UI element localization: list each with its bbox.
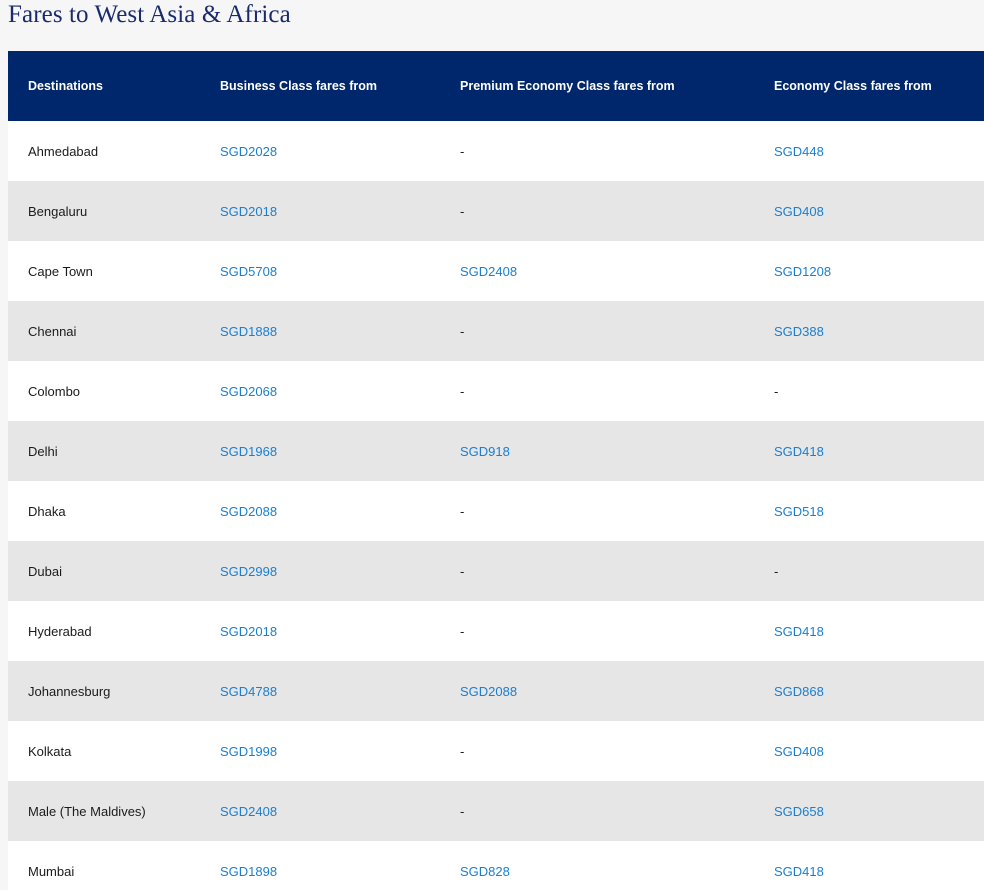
table-row [8,841,984,890]
business-fare-cell [200,661,440,721]
business-fare-cell [200,301,440,361]
destination-cell: Chennai [8,301,200,361]
economy-fare-cell [754,301,984,361]
business-fare-link[interactable]: SGD2028 [220,143,278,159]
business-fare-cell [200,421,440,481]
premium-economy-fare-cell [440,781,754,841]
header-business-class: Business Class fares from [200,51,440,121]
premium-economy-fare-link[interactable]: SGD828 [460,863,510,879]
business-fare-link[interactable]: SGD2088 [220,503,278,519]
header-premium-economy-class: Premium Economy Class fares from [440,51,754,121]
economy-fare-link[interactable]: SGD518 [774,503,824,519]
no-fare-dash: - [774,383,779,399]
premium-economy-fare-link[interactable]: SGD2408 [460,263,518,279]
economy-fare-cell [754,841,984,890]
table-row [8,601,984,661]
business-fare-cell [200,241,440,301]
business-fare-cell [200,781,440,841]
economy-fare-link[interactable]: SGD418 [774,623,824,639]
premium-economy-fare-cell [440,481,754,541]
economy-fare-link[interactable]: SGD658 [774,803,824,819]
economy-fare-link[interactable]: SGD418 [774,863,824,879]
business-fare-link[interactable]: SGD2998 [220,563,278,579]
premium-economy-fare-cell [440,241,754,301]
premium-economy-fare-cell [440,541,754,601]
header-economy-class: Economy Class fares from [754,51,984,121]
economy-fare-cell [754,541,984,601]
business-fare-link[interactable]: SGD2408 [220,803,278,819]
table-row [8,181,984,241]
destination-cell: Dubai [8,541,200,601]
no-fare-dash: - [460,203,465,219]
premium-economy-fare-link[interactable]: SGD2088 [460,683,518,699]
economy-fare-cell [754,241,984,301]
economy-fare-link[interactable]: SGD408 [774,203,824,219]
premium-economy-fare-cell [440,661,754,721]
table-row [8,121,984,181]
economy-fare-cell [754,421,984,481]
economy-fare-cell [754,481,984,541]
business-fare-link[interactable]: SGD2018 [220,203,278,219]
destination-cell: Bengaluru [8,181,200,241]
business-fare-link[interactable]: SGD4788 [220,683,278,699]
economy-fare-cell [754,661,984,721]
no-fare-dash: - [460,143,465,159]
economy-fare-cell [754,721,984,781]
economy-fare-link[interactable]: SGD408 [774,743,824,759]
destination-cell: Mumbai [8,841,200,890]
header-destinations: Destinations [8,51,200,121]
table-row [8,421,984,481]
no-fare-dash: - [460,323,465,339]
economy-fare-link[interactable]: SGD448 [774,143,824,159]
business-fare-cell [200,841,440,890]
premium-economy-fare-cell [440,421,754,481]
no-fare-dash: - [460,743,465,759]
premium-economy-fare-cell [440,121,754,181]
economy-fare-link[interactable]: SGD1208 [774,263,832,279]
destination-cell: Johannesburg [8,661,200,721]
destination-cell: Colombo [8,361,200,421]
table-body [8,121,984,890]
business-fare-link[interactable]: SGD5708 [220,263,278,279]
header-row [8,51,984,121]
destination-cell: Male (The Maldives) [8,781,200,841]
fares-table [8,51,984,890]
table-row [8,481,984,541]
business-fare-cell [200,721,440,781]
destination-cell: Kolkata [8,721,200,781]
business-fare-cell [200,481,440,541]
destination-cell: Ahmedabad [8,121,200,181]
no-fare-dash: - [460,623,465,639]
destination-cell: Cape Town [8,241,200,301]
economy-fare-cell [754,601,984,661]
table-row [8,361,984,421]
business-fare-cell [200,541,440,601]
table-row [8,781,984,841]
premium-economy-fare-link[interactable]: SGD918 [460,443,510,459]
no-fare-dash: - [460,563,465,579]
economy-fare-cell [754,781,984,841]
table-row [8,241,984,301]
economy-fare-link[interactable]: SGD418 [774,443,824,459]
premium-economy-fare-cell [440,301,754,361]
destination-cell: Hyderabad [8,601,200,661]
table-row [8,661,984,721]
business-fare-link[interactable]: SGD1898 [220,863,278,879]
economy-fare-link[interactable]: SGD868 [774,683,824,699]
business-fare-cell [200,121,440,181]
business-fare-link[interactable]: SGD1888 [220,323,278,339]
no-fare-dash: - [774,563,779,579]
no-fare-dash: - [460,803,465,819]
destination-cell: Dhaka [8,481,200,541]
no-fare-dash: - [460,383,465,399]
business-fare-cell [200,181,440,241]
page-title: Fares to West Asia & Africa [8,1,291,28]
premium-economy-fare-cell [440,181,754,241]
destination-cell: Delhi [8,421,200,481]
premium-economy-fare-cell [440,601,754,661]
premium-economy-fare-cell [440,841,754,890]
business-fare-link[interactable]: SGD2018 [220,623,278,639]
premium-economy-fare-cell [440,361,754,421]
table-row [8,721,984,781]
table-row [8,301,984,361]
business-fare-cell [200,601,440,661]
economy-fare-cell [754,181,984,241]
no-fare-dash: - [460,503,465,519]
table-row [8,541,984,601]
premium-economy-fare-cell [440,721,754,781]
economy-fare-link[interactable]: SGD388 [774,323,824,339]
business-fare-link[interactable]: SGD2068 [220,383,278,399]
business-fare-link[interactable]: SGD1998 [220,743,278,759]
table-header [8,51,984,121]
business-fare-link[interactable]: SGD1968 [220,443,278,459]
economy-fare-cell [754,121,984,181]
business-fare-cell [200,361,440,421]
economy-fare-cell [754,361,984,421]
